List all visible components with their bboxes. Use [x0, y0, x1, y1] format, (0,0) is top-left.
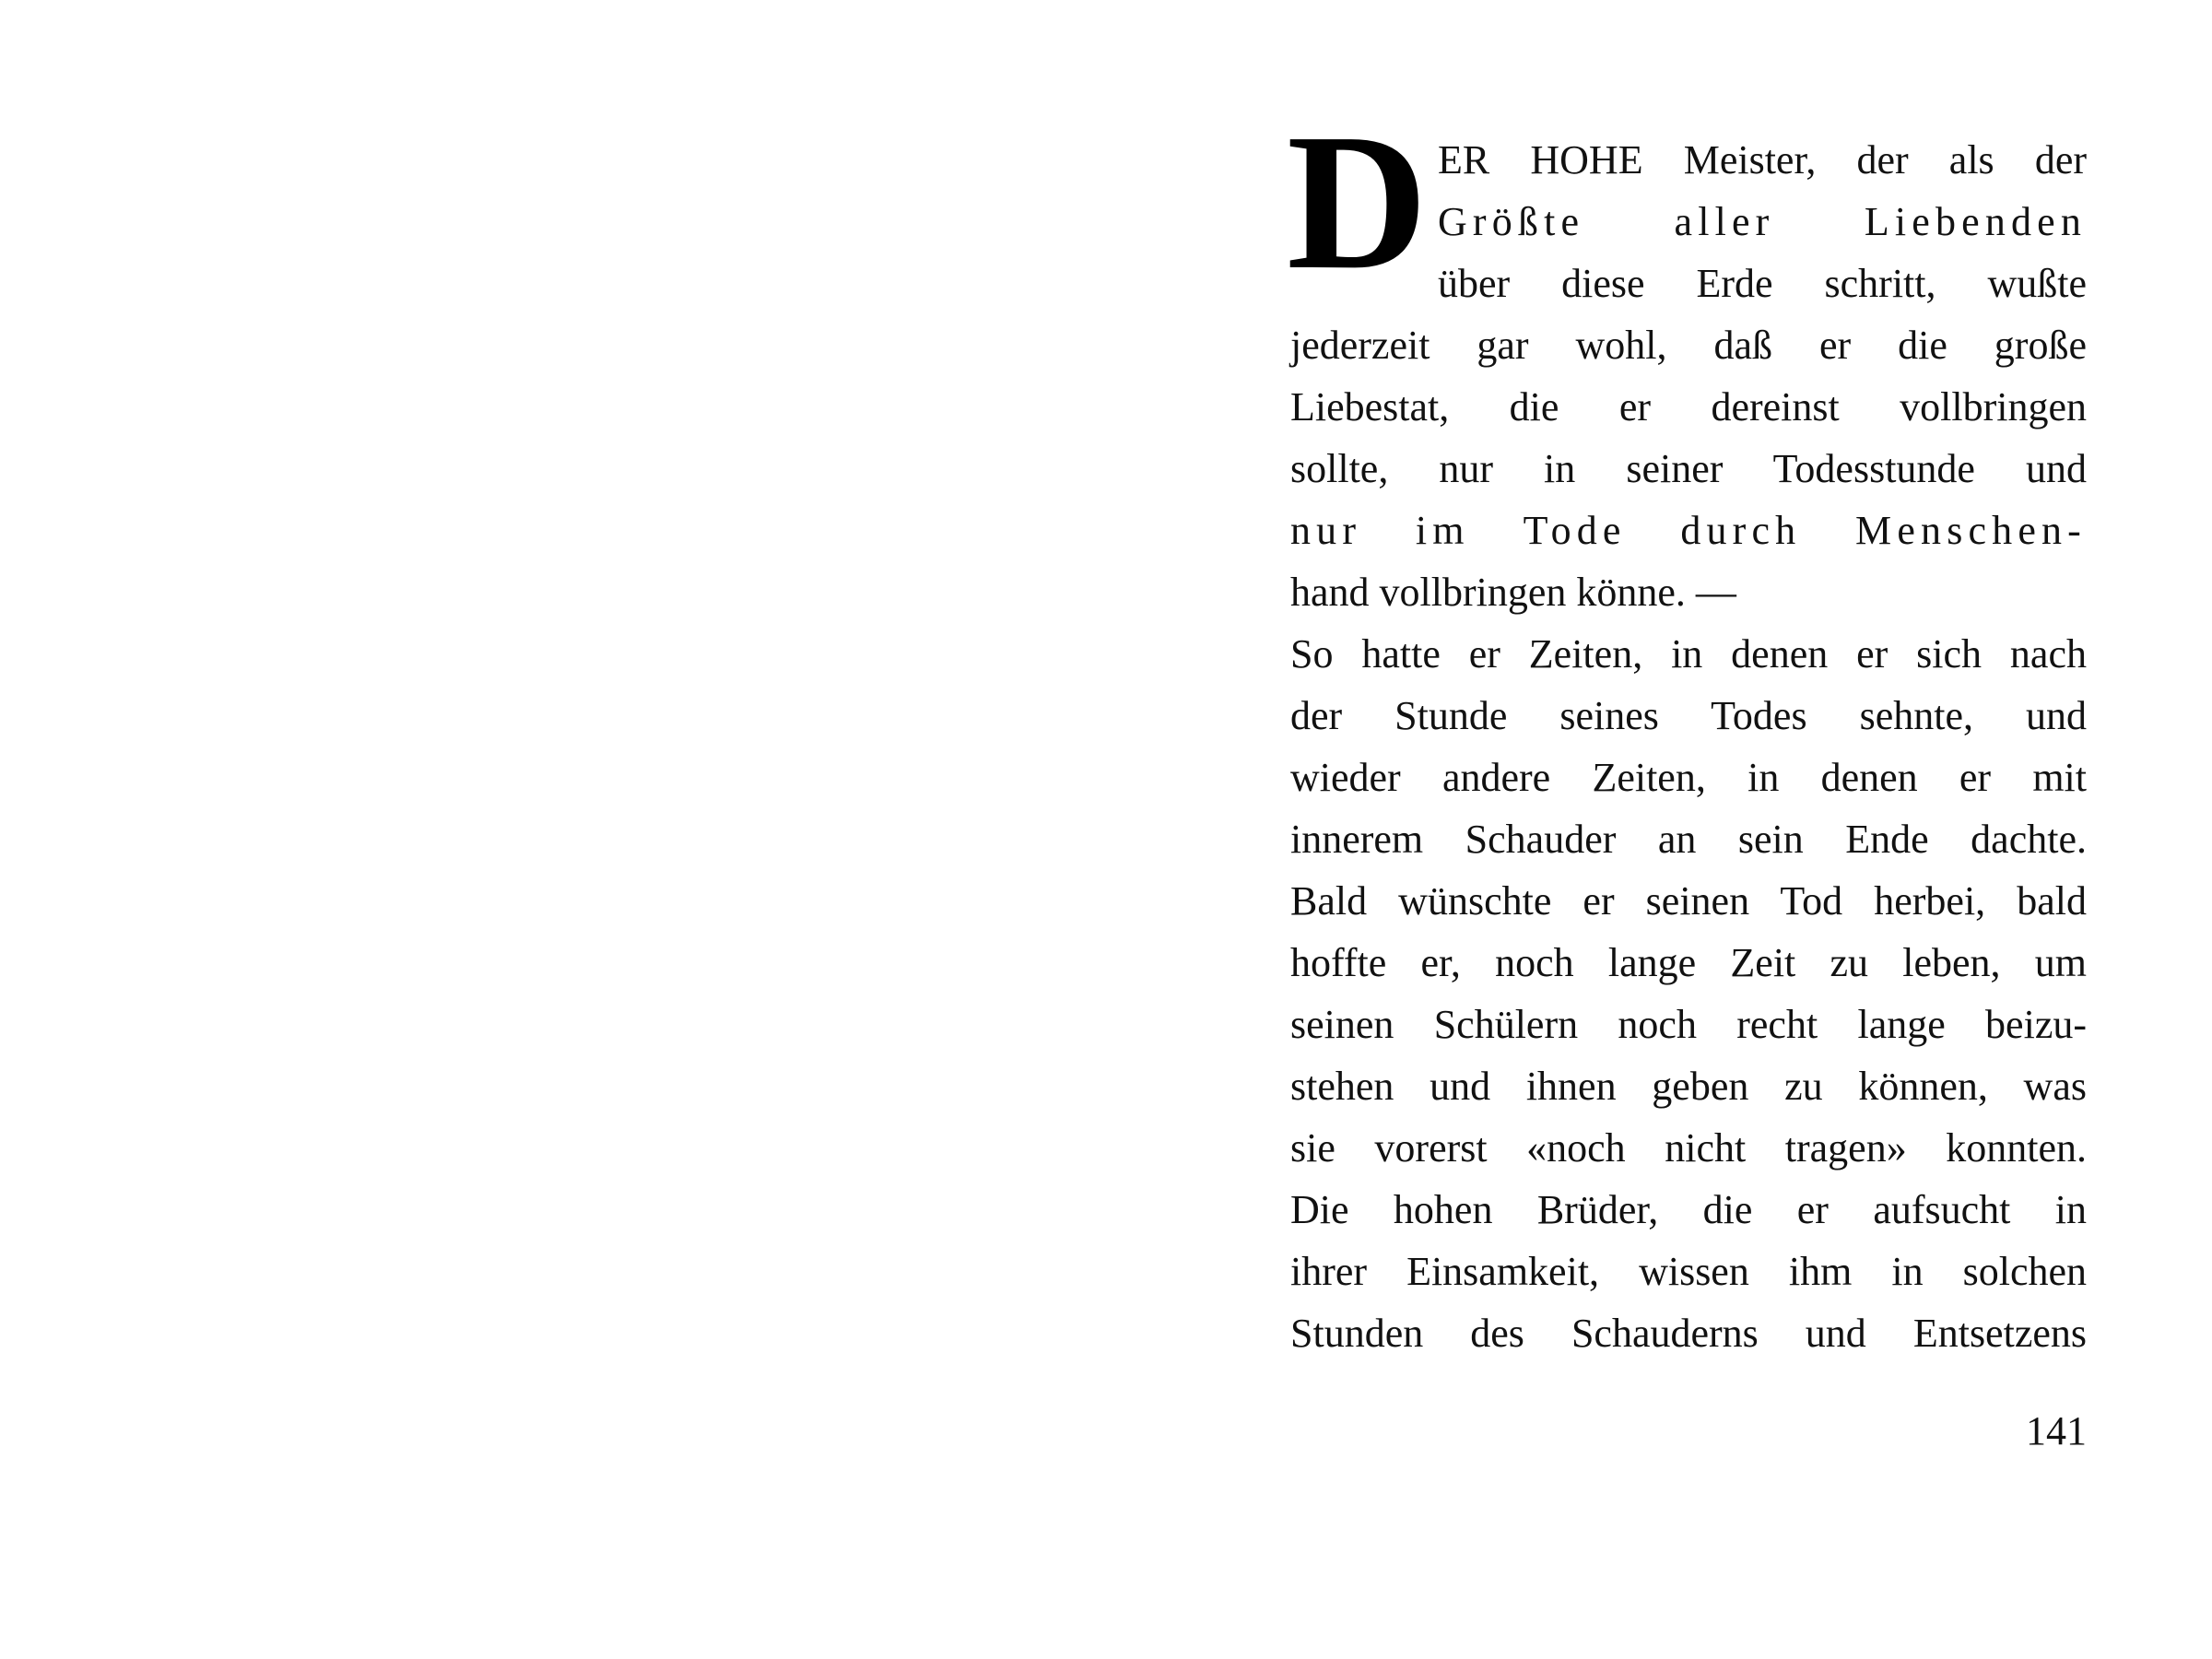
text-line: Die hohen Brüder, die er aufsucht in	[1290, 1187, 2087, 1232]
text-line: Bald wünschte er seinen Tod herbei, bald	[1290, 878, 2087, 924]
text-line: hoffte er, noch lange Zeit zu leben, um	[1290, 940, 2087, 985]
text-line: sollte, nur in seiner Todesstunde und	[1290, 446, 2087, 491]
text-line: ihrer Einsamkeit, wissen ihm in solchen	[1290, 1249, 2087, 1294]
text-line: innerem Schauder an sein Ende dachte.	[1290, 817, 2087, 862]
text-line: So hatte er Zeiten, in denen er sich nach	[1290, 631, 2087, 677]
text-line: ER HOHE Meister, der als der	[1438, 137, 2087, 182]
text-line: nur im Tode durch Menschen-	[1290, 508, 2087, 553]
text-line: sie vorerst «noch nicht tragen» konnten.	[1290, 1125, 2087, 1171]
text-line: hand vollbringen könne. —	[1290, 570, 1736, 615]
text-line: der Stunde seines Todes sehnte, und	[1290, 693, 2087, 738]
body-text	[1287, 93, 2087, 1364]
text-line: Größte aller Liebenden	[1438, 199, 2087, 244]
drop-cap: D	[1287, 93, 1429, 310]
text-line: Liebestat, die er dereinst vollbringen	[1290, 384, 2087, 429]
text-line: stehen und ihnen geben zu können, was	[1290, 1064, 2087, 1109]
text-line: jederzeit gar wohl, daß er die große	[1290, 323, 2087, 368]
page-number: 141	[2026, 1408, 2087, 1453]
text-line: wieder andere Zeiten, in denen er mit	[1290, 755, 2087, 800]
text-line: seinen Schülern noch recht lange beizu-	[1290, 1002, 2087, 1047]
text-line: Stunden des Schauderns und Entsetzens	[1290, 1311, 2087, 1356]
text-line: über diese Erde schritt, wußte	[1438, 261, 2087, 306]
